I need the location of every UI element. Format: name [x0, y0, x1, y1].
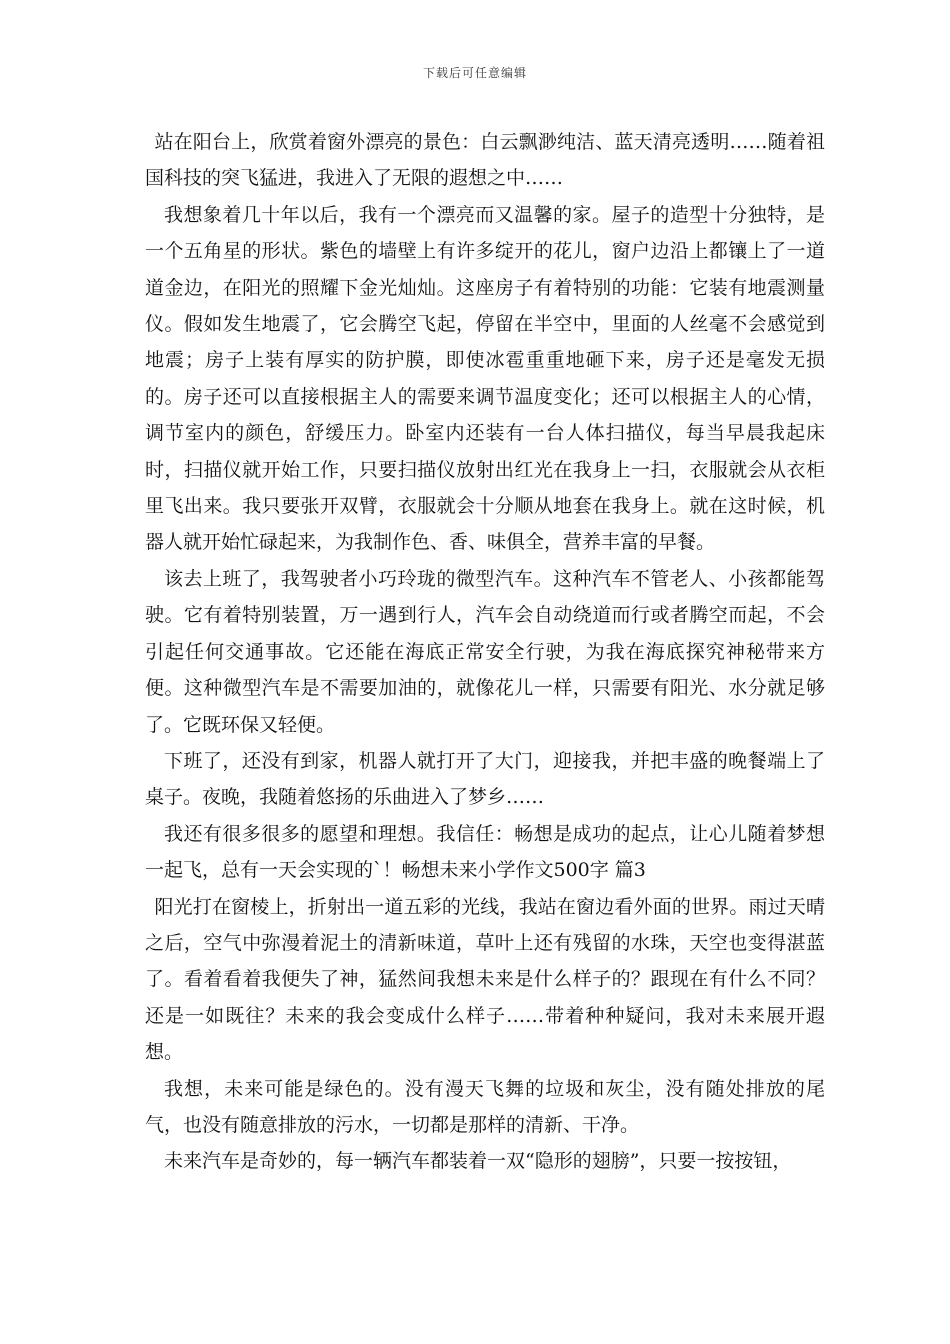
paragraph: 未来汽车是奇妙的，每一辆汽车都装着一双“隐形的翅膀”，只要一按按钮， [164, 1150, 792, 1173]
paragraph: 该去上班了，我驾驶者小巧玲珑的微型汽车。这种汽车不管老人、小孩都能驾驶。它有着特别装置，万一遇到行人，汽车会自动绕道而行或者腾空而起，不会引起任何交通事故。它还能在海底正常安全行驶，为我在海底探究神秘带来方便。这种微型汽车是不需要加油的，就像花儿一样，只需要有阳光、水分就足够了。它既环保又轻便。 [145, 567, 825, 736]
paragraph: 我想象着几十年以后，我有一个漂亮而又温馨的家。屋子的造型十分独特，是一个五角星的形状。紫色的墙壁上有许多绽开的花儿，窗户边沿上都镶上了一道道金边，在阳光的照耀下金光灿灿。这座房子有着特别的功能：它装有地震测量仪。假如发生地震了，它会腾空飞起，停留在半空中，里面的人丝毫不会感觉到地震；房子上装有厚实的防护膜，即使冰雹重重地砸下来，房子还是毫发无损的。房子还可以直接根据主人的需要来调节温度变化；还可以根据主人的心情，调节室内的颜色，舒缓压力。卧室内还装有一台人体扫描仪，每当早晨我起床时，扫描仪就开始工作，只要扫描仪放射出红光在我身上一扫，衣服就会从衣柜里飞出来。我只要张开双臂，衣服就会十分顺从地套在我身上。就在这时候，机器人就开始忙碌起来，为我制作色、香、味俱全，营养丰富的早餐。 [145, 203, 825, 554]
paragraph: 下班了，还没有到家，机器人就打开了大门，迎接我，并把丰盛的晚餐端上了桌子。夜晚，我随着悠扬的乐曲进入了梦乡…… [145, 749, 825, 809]
paragraph: 我还有很多很多的愿望和理想。我信任：畅想是成功的起点，让心儿随着梦想一起飞，总有一天会实现的`！畅想未来小学作文500字 篇3 [145, 822, 825, 882]
header-note: 下载后可任意编辑 [422, 66, 527, 80]
paragraph: 阳光打在窗棱上，折射出一道五彩的光线，我站在窗边看外面的世界。雨过天晴之后，空气中弥漫着泥土的清新味道，草叶上还有残留的水珠，天空也变得湛蓝了。看着看着我便失了神，猛然间我想未来是什么样子的？跟现在有什么不同？还是一如既往？未来的我会变成什么样子……带着种种疑问，我对未来展开遐想。 [145, 895, 825, 1064]
paragraph: 站在阳台上，欣赏着窗外漂亮的景色：白云飘渺纯洁、蓝天清亮透明……随着祖国科技的突飞猛进，我进入了无限的遐想之中…… [145, 131, 825, 190]
paragraph: 我想，未来可能是绿色的。没有漫天飞舞的垃圾和灰尘，没有随处排放的尾气，也没有随意排放的污水，一切都是那样的清新、干净。 [145, 1077, 825, 1136]
article-body [145, 124, 825, 1180]
